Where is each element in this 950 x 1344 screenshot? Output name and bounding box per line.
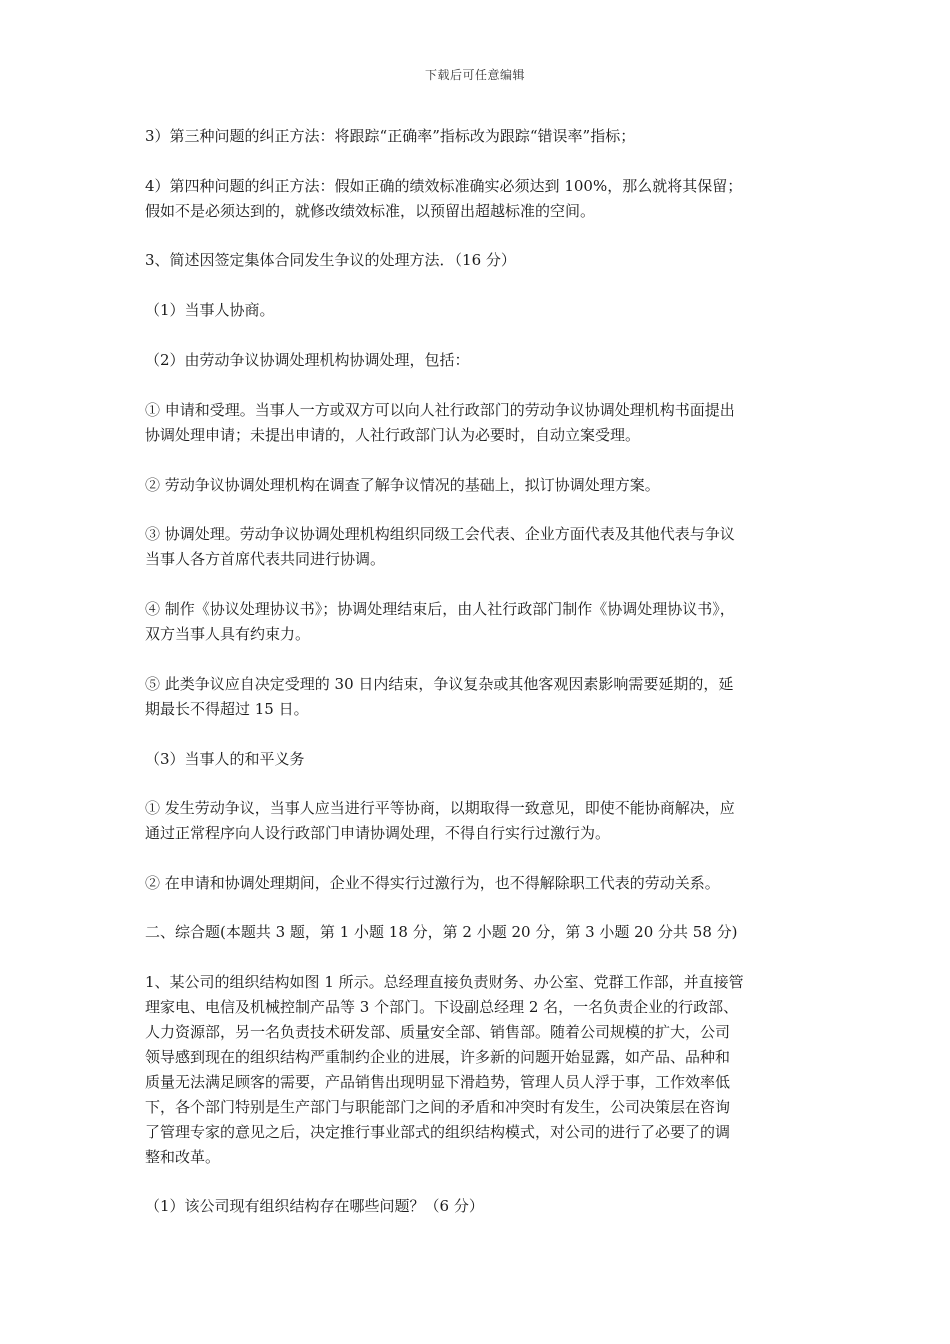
paragraph-line: 当事人各方首席代表共同进行协调。 — [145, 550, 386, 568]
paragraph-line: （3）当事人的和平义务 — [145, 750, 305, 768]
paragraph-line: （2）由劳动争议协调处理机构协调处理，包括： — [145, 351, 470, 369]
paragraph-line: 3、简述因签定集体合同发生争议的处理方法．（16 分） — [145, 251, 516, 269]
sub-item-1 — [145, 398, 813, 448]
paragraph-1 — [145, 124, 813, 149]
paragraph-line: （1）该公司现有组织结构存在哪些问题？（6 分） — [145, 1197, 484, 1215]
paragraph-line: 理家电、电信及机械控制产品等 3 个部门。下设副总经理 2 名，一名负责企业的行政部、 — [145, 998, 739, 1016]
paragraph-line: ④ 制作《协议处理协议书》；协调处理结束后，由人社行政部门制作《协调处理协议书》， — [145, 600, 735, 618]
item-1 — [145, 298, 813, 323]
paragraph-line: （1）当事人协商。 — [145, 301, 275, 319]
case-question-1 — [145, 1194, 813, 1219]
paragraph-line: 二、综合题(本题共 3 题，第 1 小题 18 分，第 2 小题 20 分，第 3 小题 20 分共 58 分) — [145, 923, 738, 941]
sub-item-5 — [145, 672, 813, 722]
paragraph-line: 3）第三种问题的纠正方法：将跟踪“正确率”指标改为跟踪“错误率”指标； — [145, 127, 636, 145]
paragraph-line: ① 发生劳动争议，当事人应当进行平等协商，以期取得一致意见，即使不能协商解决，应 — [145, 799, 735, 817]
item-2 — [145, 348, 813, 373]
paragraph-line: 整和改革。 — [145, 1148, 221, 1166]
paragraph-line: ① 申请和受理。当事人一方或双方可以向人社行政部门的劳动争议协调处理机构书面提出 — [145, 401, 735, 419]
sub-item-4 — [145, 597, 813, 647]
peace-obligation-2 — [145, 871, 813, 896]
item-3 — [145, 747, 813, 772]
paragraph-line: 下，各个部门特别是生产部门与职能部门之间的矛盾和冲突时有发生，公司决策层在咨询 — [145, 1098, 731, 1116]
paragraph-line: 通过正常程序向人设行政部门申请协调处理，不得自行实行过激行为。 — [145, 824, 611, 842]
paragraph-line: ③ 协调处理。劳动争议协调处理机构组织同级工会代表、企业方面代表及其他代表与争议 — [145, 525, 735, 543]
paragraph-line: ② 在申请和协调处理期间，企业不得实行过激行为，也不得解除职工代表的劳动关系。 — [145, 874, 720, 892]
paragraph-line: 协调处理申请；未提出申请的，人社行政部门认为必要时，自动立案受理。 — [145, 426, 641, 444]
paragraph-line: 人力资源部，另一名负责技术研发部、质量安全部、销售部。随着公司规模的扩大，公司 — [145, 1023, 731, 1041]
paragraph-2 — [145, 174, 813, 224]
paragraph-line: 了管理专家的意见之后，决定推行事业部式的组织结构模式，对公司的进行了必要了的调 — [145, 1123, 731, 1141]
paragraph-line: 假如不是必须达到的，就修改绩效标准，以预留出超越标准的空间。 — [145, 202, 596, 220]
paragraph-line: 双方当事人具有约束力。 — [145, 625, 311, 643]
section-heading — [145, 920, 813, 945]
case-description — [145, 970, 813, 1170]
paragraph-line: 4）第四种问题的纠正方法：假如正确的绩效标准确实必须达到 100%，那么就将其保留； — [145, 177, 743, 195]
sub-item-3 — [145, 522, 813, 572]
paragraph-line: 期最长不得超过 15 日。 — [145, 700, 309, 718]
paragraph-line: ② 劳动争议协调处理机构在调查了解争议情况的基础上，拟订协调处理方案。 — [145, 476, 660, 494]
sub-item-2 — [145, 473, 813, 498]
question-3-heading — [145, 248, 813, 273]
paragraph-line: 1、某公司的组织结构如图 1 所示。总经理直接负责财务、办公室、党群工作部，并直接管 — [145, 973, 744, 991]
paragraph-line: 质量无法满足顾客的需要，产品销售出现明显下滑趋势，管理人员人浮于事，工作效率低 — [145, 1073, 731, 1091]
paragraph-line: ⑤ 此类争议应自决定受理的 30 日内结束，争议复杂或其他客观因素影响需要延期的，延 — [145, 675, 734, 693]
paragraph-line: 领导感到现在的组织结构严重制约企业的进展，许多新的问题开始显露，如产品、品种和 — [145, 1048, 731, 1066]
peace-obligation-1 — [145, 796, 813, 846]
page-header: 下载后可任意编辑 — [424, 68, 525, 82]
